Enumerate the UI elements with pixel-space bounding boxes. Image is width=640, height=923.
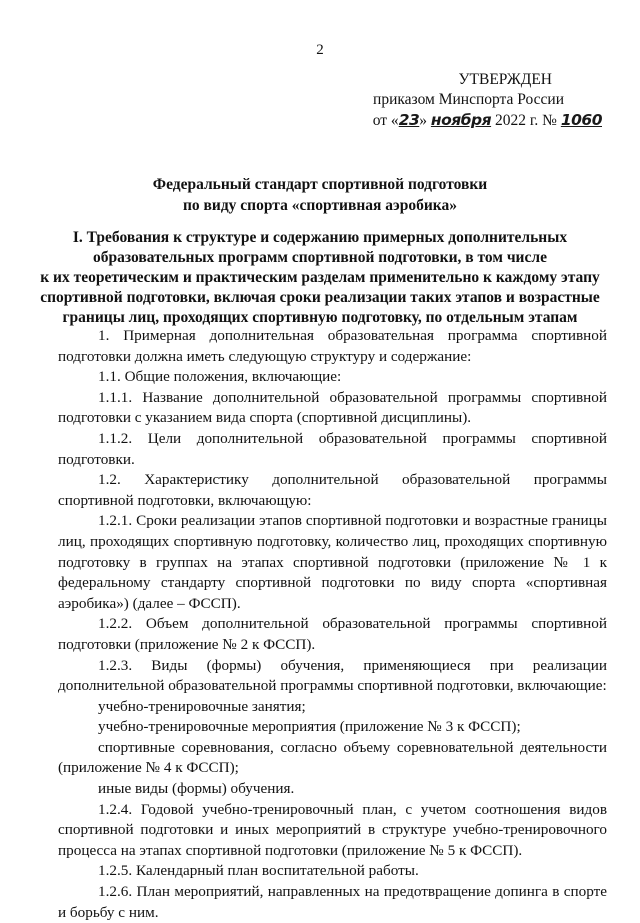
- year-text: 2022 г. №: [494, 112, 557, 129]
- approval-title: УТВЕРЖДЕН: [458, 71, 552, 88]
- section-line: I. Требования к структуре и содержанию примерных дополнительных: [72, 229, 568, 246]
- approval-org: приказом Минспорта России: [373, 91, 564, 108]
- paragraph: 1.2.5. Календарный план воспитательной работы.: [98, 862, 419, 880]
- paragraph: 1.2.3. Виды (формы) обучения, применяющиеся при реализации дополнительной образовательной программы спортивной подготовки, включающие:: [58, 656, 607, 695]
- section-line: границы лиц, проходящих спортивную подготовку, по отдельным этапам: [62, 309, 578, 326]
- handwritten-day: 23: [398, 111, 420, 129]
- document-title: [40, 174, 600, 216]
- paragraph: 1.2.4. Годовой учебно-тренировочный план, с учетом соотношения видов спортивной подготовки и иных мероприятий в структуре учебно-тренировочного процесса на этапах спортивной подготовки (приложение № 5 к ФССП).: [58, 800, 607, 859]
- date-prefix: от «: [372, 112, 399, 129]
- paragraph: 1. Примерная дополнительная образовательная программа спортивной подготовки должна иметь следующую структуру и содержание:: [58, 327, 607, 365]
- section-line: к их теоретическим и практическим разделам применительно к каждому этапу: [40, 269, 600, 286]
- page-number: 2: [316, 42, 324, 58]
- date-mid: »: [419, 112, 428, 129]
- title-line-2: по виду спорта «спортивная аэробика»: [182, 197, 457, 214]
- paragraph: 1.1.1. Название дополнительной образовательной программы спортивной подготовки с указанием вида спорта (спортивной дисциплины).: [58, 388, 607, 427]
- paragraph: учебно-тренировочные занятия;: [98, 697, 306, 715]
- paragraph: 1.1. Общие положения, включающие:: [98, 368, 342, 386]
- paragraph: учебно-тренировочные мероприятия (приложение № 3 к ФССП);: [98, 718, 521, 736]
- section-line: спортивной подготовки, включая сроки реализации таких этапов и возрастные: [40, 289, 600, 306]
- paragraph: 1.2. Характеристику дополнительной образовательной программы спортивной подготовки, включающую:: [58, 471, 607, 509]
- approval-date-line: [362, 110, 602, 131]
- paragraph: 1.2.2. Объем дополнительной образовательной программы спортивной подготовки (приложение № 2 к ФССП).: [58, 615, 607, 653]
- section-heading: [40, 228, 600, 328]
- document-body: [58, 326, 607, 923]
- paragraph: спортивные соревнования, согласно объему соревновательной деятельности (приложение № 4 к ФССП);: [58, 738, 607, 777]
- paragraph: 1.2.6. План мероприятий, направленных на предотвращение допинга в спорте и борьбу с ним.: [58, 883, 607, 921]
- paragraph: 1.1.2. Цели дополнительной образовательной программы спортивной подготовки.: [58, 429, 607, 468]
- handwritten-number: 1060: [560, 111, 602, 129]
- handwritten-month: ноября: [430, 111, 492, 129]
- paragraph: 1.2.1. Сроки реализации этапов спортивной подготовки и возрастные границы лиц, проходящих спортивную подготовку, количество лиц, проходящих спортивную подготовку в группах на этапах спортивной подготовки (приложение № 1 к федеральному стандарту спортивной подготовки по виду спорта «спортивная аэробика») (далее – ФССП).: [58, 512, 607, 612]
- section-line: образовательных программ спортивной подготовки, в том числе: [93, 249, 547, 266]
- title-line-1: Федеральный стандарт спортивной подготовки: [152, 176, 488, 193]
- paragraph: иные виды (формы) обучения.: [98, 780, 295, 798]
- approval-block: [362, 70, 602, 131]
